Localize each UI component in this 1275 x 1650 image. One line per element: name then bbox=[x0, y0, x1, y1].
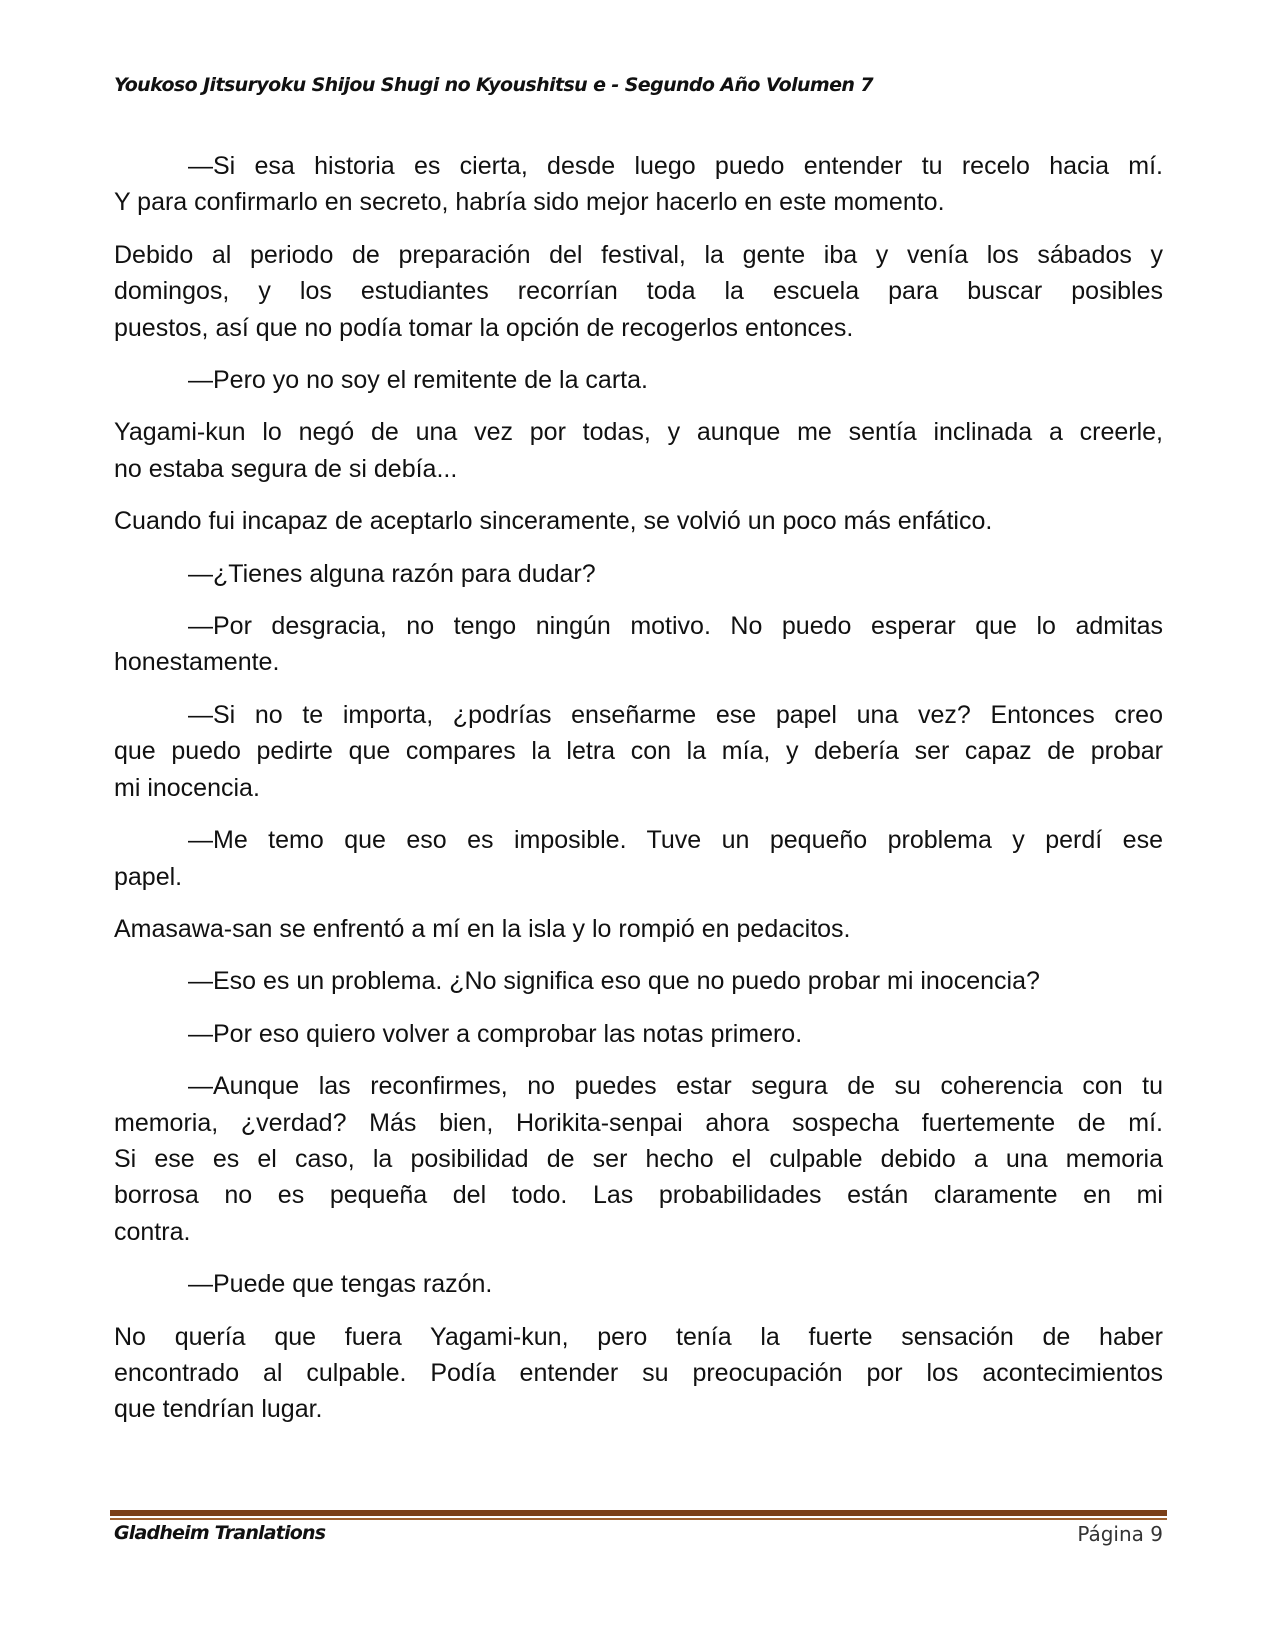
dialogue-paragraph bbox=[114, 963, 1163, 999]
narration-paragraph bbox=[114, 237, 1163, 346]
narration-paragraph bbox=[114, 911, 1163, 947]
text-line: contra. bbox=[114, 1217, 191, 1246]
text-line: —Por eso quiero volver a comprobar las notas primero. bbox=[188, 1019, 803, 1048]
footer-rule-thin bbox=[110, 1518, 1167, 1520]
text-line: domingos, y los estudiantes recorrían toda la escuela para buscar posibles bbox=[114, 277, 1163, 306]
text-line: Si ese es el caso, la posibilidad de ser hecho el culpable debido a una memoria bbox=[114, 1144, 1163, 1173]
text-line: papel. bbox=[114, 862, 183, 891]
dialogue-paragraph bbox=[114, 822, 1163, 895]
narration-paragraph bbox=[114, 503, 1163, 539]
text-line: —Pero yo no soy el remitente de la carta. bbox=[188, 366, 648, 395]
text-line: No quería que fuera Yagami-kun, pero tenía la fuerte sensación de haber bbox=[114, 1322, 1163, 1351]
text-line: —Puede que tengas razón. bbox=[188, 1270, 493, 1299]
text-line: —Por desgracia, no tengo ningún motivo. No puedo esperar que lo admitas bbox=[188, 612, 1163, 641]
text-line: —¿Tienes alguna razón para dudar? bbox=[188, 559, 596, 588]
dialogue-paragraph bbox=[114, 697, 1163, 806]
page-body bbox=[114, 148, 1163, 1444]
text-line: Y para confirmarlo en secreto, habría sido mejor hacerlo en este momento. bbox=[114, 188, 945, 217]
footer-publisher: Gladheim Tranlations bbox=[114, 1522, 326, 1544]
dialogue-paragraph bbox=[114, 608, 1163, 681]
text-line: encontrado al culpable. Podía entender su preocupación por los acontecimientos bbox=[114, 1358, 1163, 1387]
text-line: Debido al periodo de preparación del festival, la gente iba y venía los sábados y bbox=[114, 240, 1163, 269]
text-line: memoria, ¿verdad? Más bien, Horikita-senpai ahora sospecha fuertemente de mí. bbox=[114, 1108, 1163, 1137]
dialogue-paragraph bbox=[114, 148, 1163, 221]
dialogue-paragraph bbox=[114, 556, 1163, 592]
text-line: honestamente. bbox=[114, 648, 280, 677]
dialogue-paragraph bbox=[114, 1016, 1163, 1052]
text-line: Cuando fui incapaz de aceptarlo sinceramente, se volvió un poco más enfático. bbox=[114, 507, 993, 536]
narration-paragraph bbox=[114, 1319, 1163, 1428]
text-line: —Me temo que eso es imposible. Tuve un pequeño problema y perdí ese bbox=[188, 826, 1163, 855]
text-line: que puedo pedirte que compares la letra con la mía, y debería ser capaz de probar bbox=[114, 737, 1163, 766]
text-line: Yagami-kun lo negó de una vez por todas, y aunque me sentía inclinada a creerle, bbox=[114, 418, 1163, 447]
dialogue-paragraph bbox=[114, 362, 1163, 398]
text-line: no estaba segura de si debía... bbox=[114, 454, 458, 483]
running-header: Youkoso Jitsuryoku Shijou Shugi no Kyoushitsu e - Segundo Año Volumen 7 bbox=[114, 74, 873, 96]
text-line: —Si no te importa, ¿podrías enseñarme ese papel una vez? Entonces creo bbox=[188, 700, 1163, 729]
text-line: que tendrían lugar. bbox=[114, 1395, 323, 1424]
text-line: borrosa no es pequeña del todo. Las probabilidades están claramente en mi bbox=[114, 1181, 1163, 1210]
text-line: —Eso es un problema. ¿No significa eso que no puedo probar mi inocencia? bbox=[188, 967, 1040, 996]
footer-rule bbox=[110, 1510, 1167, 1516]
text-line: —Aunque las reconfirmes, no puedes estar segura de su coherencia con tu bbox=[188, 1072, 1163, 1101]
dialogue-paragraph bbox=[114, 1266, 1163, 1302]
text-line: mi inocencia. bbox=[114, 773, 260, 802]
narration-paragraph bbox=[114, 414, 1163, 487]
text-line: puestos, así que no podía tomar la opción de recogerlos entonces. bbox=[114, 313, 854, 342]
dialogue-paragraph bbox=[114, 1068, 1163, 1250]
text-line: Amasawa-san se enfrentó a mí en la isla y lo rompió en pedacitos. bbox=[114, 914, 851, 943]
page-number: Página 9 bbox=[1077, 1522, 1163, 1546]
text-line: —Si esa historia es cierta, desde luego puedo entender tu recelo hacia mí. bbox=[188, 152, 1163, 180]
